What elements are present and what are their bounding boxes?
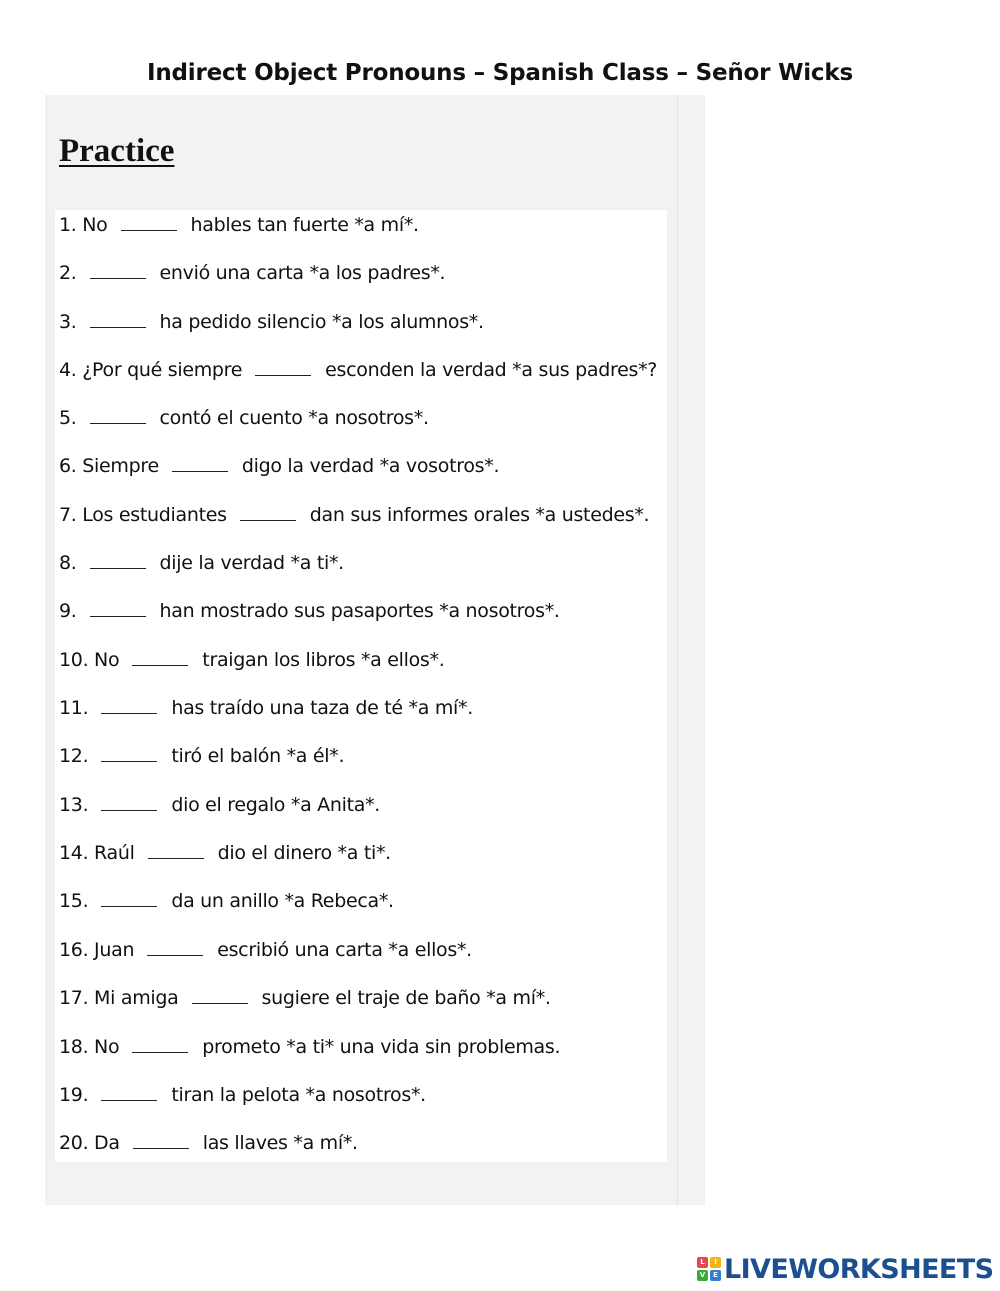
answer-blank[interactable] [121,215,177,231]
question-text: has traído una taza de té *a mí*. [171,697,473,719]
answer-blank[interactable] [90,263,146,279]
panel-divider [677,95,678,1205]
answer-blank[interactable] [101,795,157,811]
answer-blank[interactable] [101,746,157,762]
question-text: dio el dinero *a ti*. [217,842,391,864]
answer-blank[interactable] [148,843,204,859]
question-text: las llaves *a mí*. [202,1132,358,1154]
question-item [59,745,344,767]
answer-blank[interactable] [101,891,157,907]
question-item [59,1036,560,1058]
question-prefix: 9. [59,600,77,622]
logo-letter-v: V [697,1270,708,1281]
logo-letter-e: E [710,1270,721,1281]
answer-blank[interactable] [192,988,248,1004]
question-prefix: 3. [59,311,77,333]
question-text: contó el cuento *a nosotros*. [159,407,429,429]
question-prefix: 15. [59,890,89,912]
question-text: esconden la verdad *a sus padres*? [325,359,658,381]
question-item [59,987,551,1009]
question-text: escribió una carta *a ellos*. [217,939,472,961]
question-item [59,504,649,526]
answer-blank[interactable] [133,1133,189,1149]
section-heading: Practice [59,133,175,169]
question-item [59,552,344,574]
question-prefix: 4. ¿Por qué siempre [59,359,243,381]
question-item [59,214,419,236]
question-item [59,842,391,864]
question-prefix: 5. [59,407,77,429]
question-prefix: 8. [59,552,77,574]
question-item [59,455,499,477]
question-item [59,697,473,719]
logo-letter-i: I [710,1257,721,1268]
question-prefix: 20. Da [59,1132,120,1154]
logo-wordmark: LIVEWORKSHEETS [724,1253,994,1285]
question-text: digo la verdad *a vosotros*. [241,455,500,477]
question-prefix: 17. Mi amiga [59,987,179,1009]
question-prefix: 7. Los estudiantes [59,504,227,526]
question-text: tiran la pelota *a nosotros*. [171,1084,426,1106]
question-item [59,1084,426,1106]
question-item [59,311,484,333]
question-prefix: 2. [59,262,77,284]
question-text: da un anillo *a Rebeca*. [171,890,394,912]
answer-blank[interactable] [147,940,203,956]
question-item [59,407,429,429]
answer-blank[interactable] [132,650,188,666]
question-item [59,1132,358,1154]
answer-blank[interactable] [90,601,146,617]
question-item [59,890,394,912]
question-item [59,600,560,622]
question-text: han mostrado sus pasaportes *a nosotros*. [159,600,560,622]
answer-blank[interactable] [90,408,146,424]
answer-blank[interactable] [255,360,311,376]
answer-blank[interactable] [240,505,296,521]
answer-blank[interactable] [101,1085,157,1101]
question-prefix: 18. No [59,1036,120,1058]
question-item [59,794,380,816]
question-text: dije la verdad *a ti*. [159,552,344,574]
answer-blank[interactable] [101,698,157,714]
question-prefix: 14. Raúl [59,842,135,864]
question-prefix: 12. [59,745,89,767]
question-prefix: 19. [59,1084,89,1106]
liveworksheets-logo[interactable] [697,1254,993,1284]
question-text: traigan los libros *a ellos*. [202,649,445,671]
question-item [59,262,445,284]
answer-blank[interactable] [90,553,146,569]
question-text: dan sus informes orales *a ustedes*. [309,504,650,526]
question-text: envió una carta *a los padres*. [159,262,446,284]
logo-letter-l: L [697,1257,708,1268]
question-sheet [55,210,667,1162]
question-prefix: 6. Siempre [59,455,159,477]
question-text: dio el regalo *a Anita*. [171,794,381,816]
question-prefix: 10. No [59,649,120,671]
question-text: prometo *a ti* una vida sin problemas. [202,1036,561,1058]
question-item [59,649,444,671]
document-title: Indirect Object Pronouns – Spanish Class – Señor Wicks [147,60,853,86]
question-item [59,939,472,961]
liveworksheets-logo-icon [697,1257,721,1281]
answer-blank[interactable] [132,1037,188,1053]
question-item [59,359,657,381]
question-prefix: 16. Juan [59,939,135,961]
answer-blank[interactable] [172,456,228,472]
question-prefix: 11. [59,697,89,719]
question-text: hables tan fuerte *a mí*. [190,214,419,236]
question-text: sugiere el traje de baño *a mí*. [261,987,551,1009]
question-text: tiró el balón *a él*. [171,745,345,767]
answer-blank[interactable] [90,312,146,328]
question-prefix: 1. No [59,214,108,236]
question-text: ha pedido silencio *a los alumnos*. [159,311,484,333]
question-prefix: 13. [59,794,89,816]
